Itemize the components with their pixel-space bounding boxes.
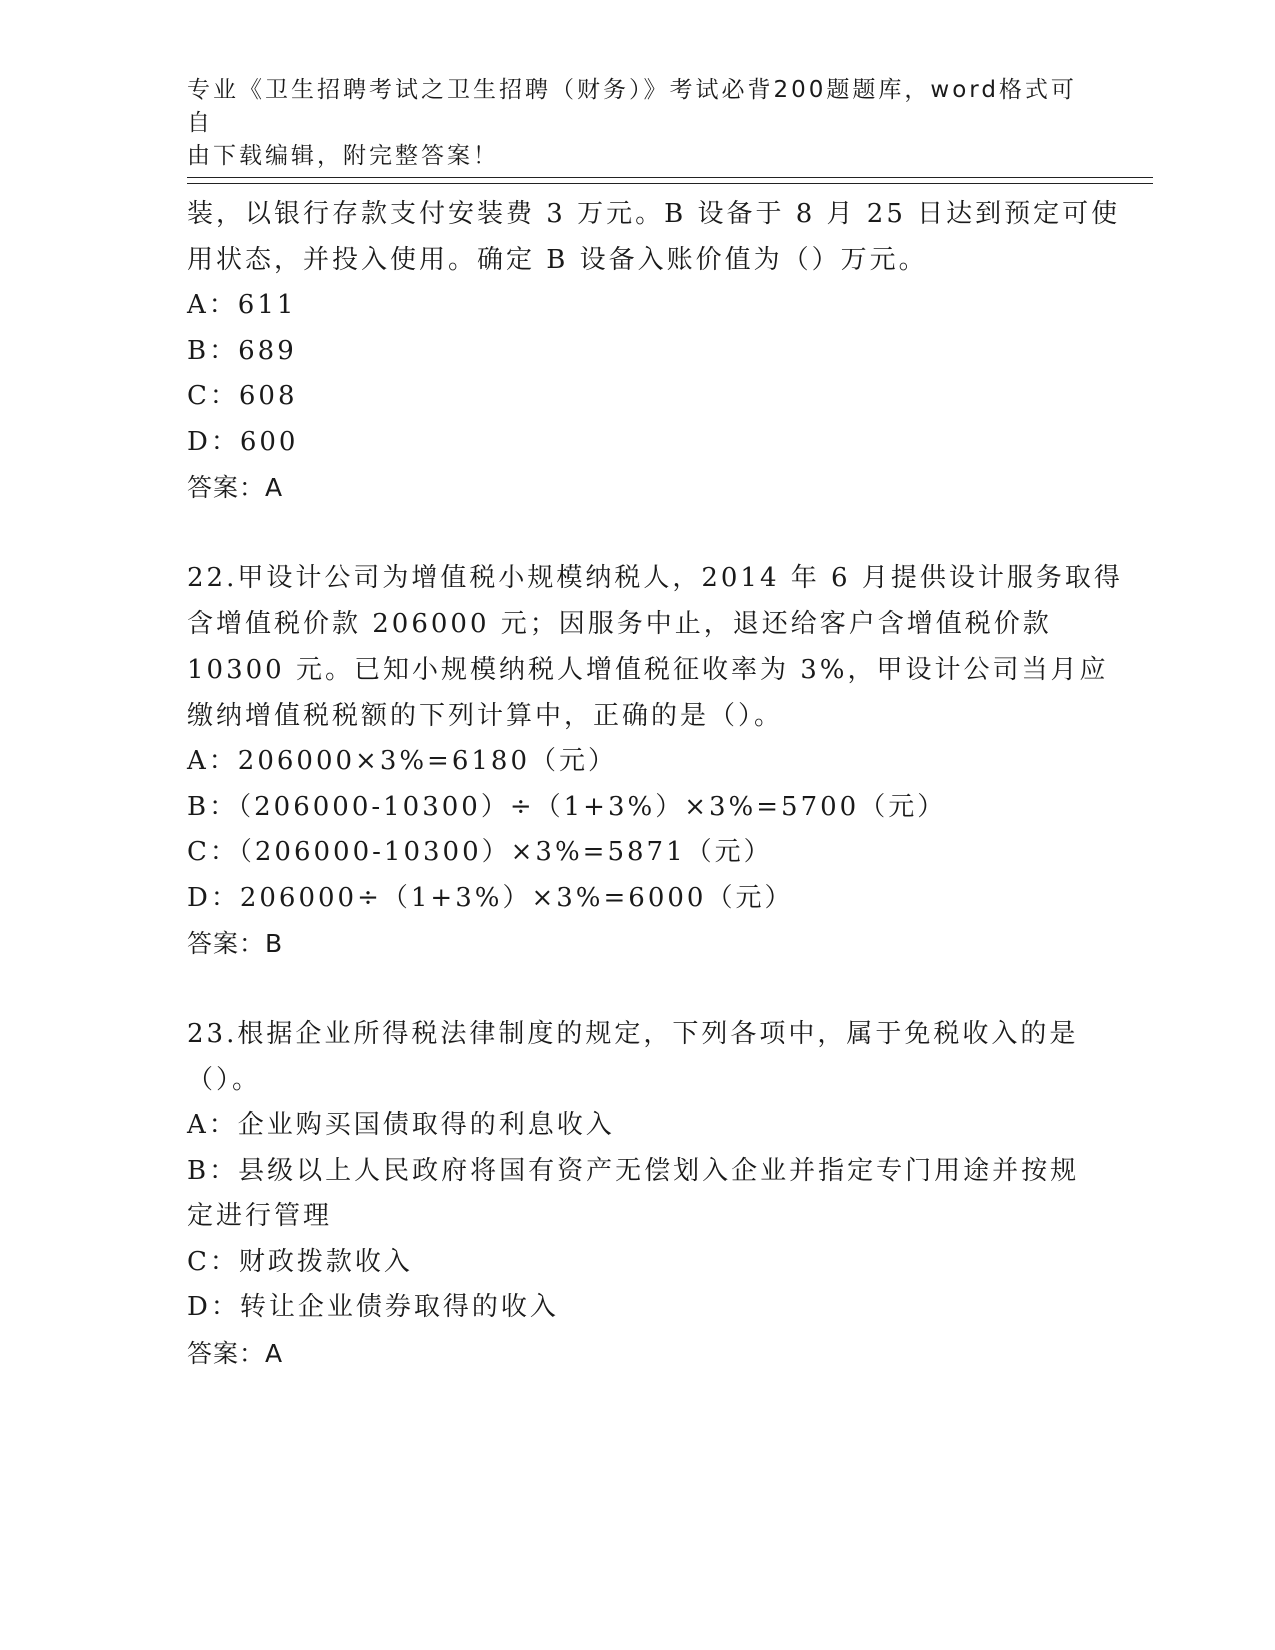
question-stem-line: 22.甲设计公司为增值税小规模纳税人，2014 年 6 月提供设计服务取得	[187, 563, 1123, 593]
option-b: B：县级以上人民政府将国有资产无偿划入企业并指定专门用途并按规	[187, 1155, 1080, 1186]
question-21	[187, 191, 1121, 511]
option-d: D：转让企业债券取得的收入	[187, 1292, 559, 1322]
option-c: C：财政拨款收入	[187, 1246, 413, 1277]
answer-line: 答案：A	[187, 473, 284, 502]
option-b: B：（206000-10300）÷（1+3%）×3%=5700（元）	[187, 791, 947, 822]
option-c: C：（206000-10300）×3%=5871（元）	[187, 837, 773, 867]
header-line-2: 由下载编辑，附完整答案！	[187, 143, 499, 169]
question-23	[187, 1011, 1087, 1377]
spacer	[187, 511, 1087, 555]
page-header	[187, 74, 1087, 173]
header-line-1: 专业《卫生招聘考试之卫生招聘（财务）》考试必背200题题库，word格式可自	[187, 77, 1077, 136]
option-a: A：206000×3%=6180（元）	[187, 746, 618, 776]
question-stem-line: 23.根据企业所得税法律制度的规定，下列各项中，属于免税收入的是	[187, 1019, 1079, 1049]
header-divider-top	[187, 177, 1153, 178]
spacer	[187, 967, 1087, 1011]
option-a: A：企业购买国债取得的利息收入	[187, 1110, 615, 1140]
header-divider-bottom	[187, 183, 1153, 184]
question-stem-line: 缴纳增值税税额的下列计算中，正确的是（）。	[187, 701, 784, 731]
option-a: A：611	[187, 290, 297, 320]
question-22	[187, 555, 1123, 967]
question-stem-line: 10300 元。已知小规模纳税人增值税征收率为 3%，甲设计公司当月应	[187, 655, 1109, 685]
option-d: D：206000÷（1+3%）×3%=6000（元）	[187, 882, 794, 913]
option-d: D：600	[187, 426, 299, 457]
question-stem-line: 装，以银行存款支付安装费 3 万元。B 设备于 8 月 25 日达到预定可使	[187, 199, 1121, 229]
question-stem-line: 用状态，并投入使用。确定 B 设备入账价值为（）万元。	[187, 245, 928, 275]
option-b-continued: 定进行管理	[187, 1201, 333, 1231]
option-b: B：689	[187, 335, 297, 366]
question-list	[187, 191, 1123, 1377]
question-stem-line: 含增值税价款 206000 元；因服务中止，退还给客户含增值税价款	[187, 609, 1052, 639]
option-c: C：608	[187, 381, 298, 411]
answer-line: 答案：B	[187, 929, 284, 958]
question-stem-line: （）。	[187, 1065, 262, 1095]
answer-line: 答案：A	[187, 1338, 284, 1368]
